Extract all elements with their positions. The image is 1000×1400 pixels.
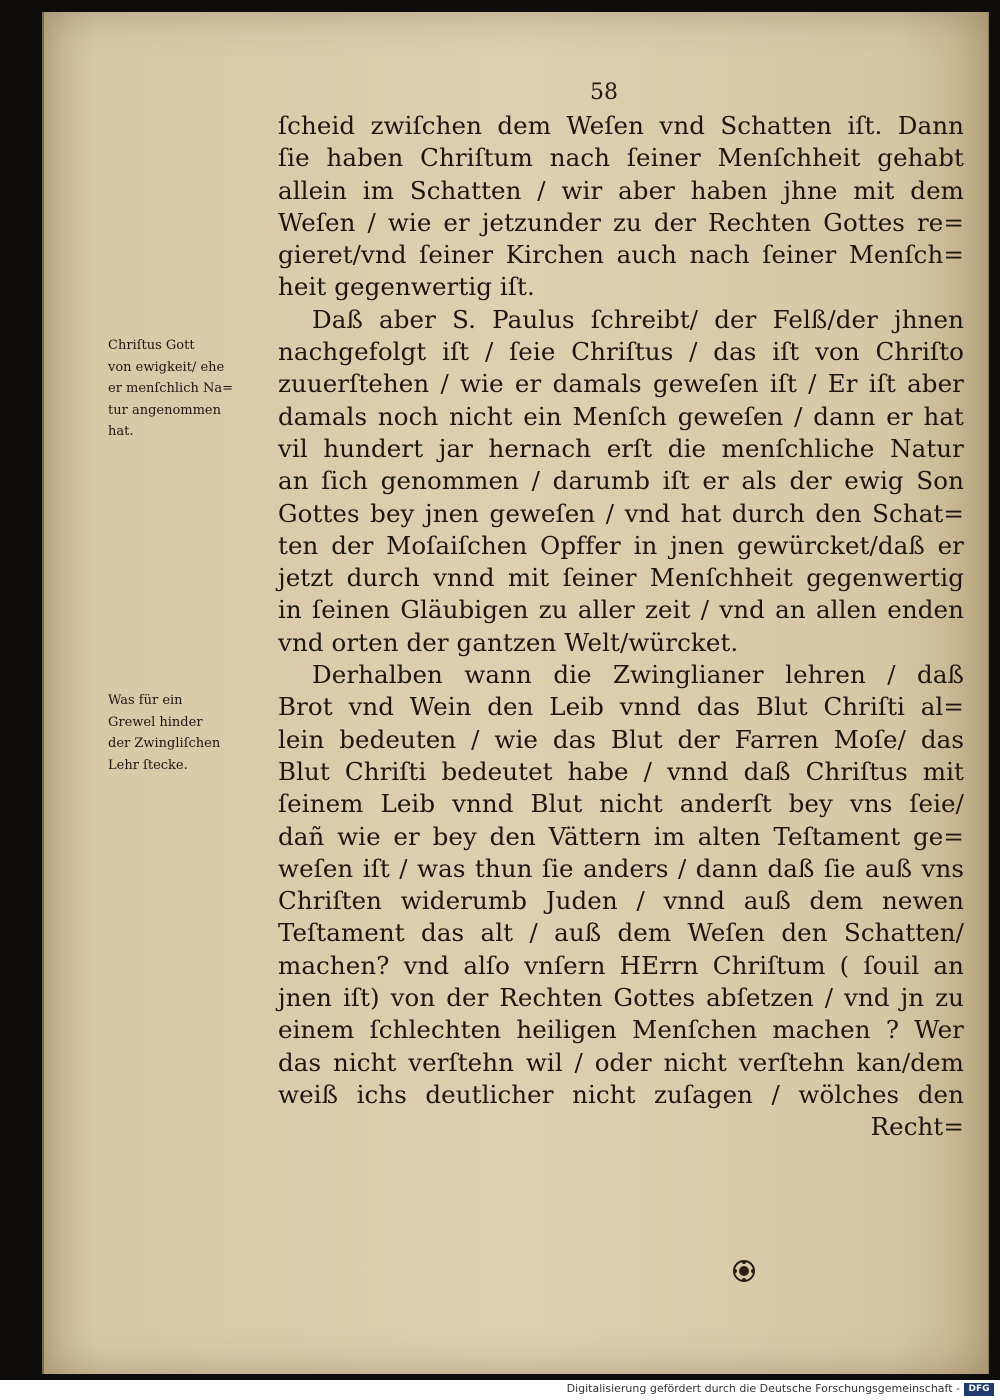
text-line: weiß ichs deutlicher nicht zuſagen / wölches den: [278, 1079, 964, 1109]
text-line: Blut Chriſti bedeutet habe / vnnd daß Chriſtus mit: [278, 756, 964, 786]
text-line: heit gegenwertig iſt.: [278, 272, 535, 302]
text-line: Weſen / wie er jetzunder zu der Rechten Gottes re=: [278, 207, 964, 237]
body-text: [278, 110, 964, 1144]
margin-note-line: hat.: [108, 424, 134, 439]
margin-note-line: der Zwingliſchen: [108, 736, 221, 751]
text-line: Gottes bey jnen geweſen / vnd hat durch den Schat=: [278, 498, 964, 528]
printer-ornament-icon: [731, 1258, 757, 1284]
text-line: in ſeinen Gläubigen zu aller zeit / vnd an allen enden: [278, 595, 964, 625]
text-line: das nicht verſtehn wil / oder nicht verſtehn kan/dem: [278, 1047, 964, 1077]
funding-notice: Digitalisierung gefördert durch die Deutsche Forschungsgemeinschaft -: [566, 1382, 960, 1395]
text-line: zuuerſtehen / wie er damals geweſen iſt / Er iſt aber: [278, 369, 964, 399]
text-line: jnen iſt) von der Rechten Gottes abſetzen / vnd jn zu: [278, 983, 964, 1013]
margin-note-line: er menſchlich Na=: [108, 381, 234, 396]
text-line: ten der Moſaiſchen Opffer in jnen gewürcket/daß er: [278, 530, 964, 560]
catchword: Recht=: [870, 1112, 964, 1142]
margin-note-line: Was für ein: [108, 693, 183, 708]
text-line: ſeinem Leib vnnd Blut nicht anderſt bey vns ſeie/: [278, 789, 964, 819]
text-line: Chriſten widerumb Juden / vnnd auß dem newen: [278, 886, 964, 916]
margin-note-line: tur angenommen: [108, 402, 222, 418]
text-line: lein bedeuten / wie das Blut der Farren Moſe/ das: [278, 724, 964, 754]
text-line: Derhalben wann die Zwinglianer lehren / daß: [312, 660, 964, 690]
page-number: 58: [590, 80, 618, 105]
text-line: machen? vnd alſo vnſern HErrn Chriſtum ( ſouil an: [278, 950, 964, 980]
text-line: Teſtament das alt / auß dem Weſen den Schatten/: [278, 918, 964, 948]
margin-note-line: von ewigkeit/ ehe: [108, 359, 225, 375]
dfg-logo: DFG: [964, 1383, 994, 1396]
text-line: Brot vnd Wein den Leib vnnd das Blut Chriſti al=: [278, 692, 964, 722]
text-line: ſcheid zwiſchen dem Weſen vnd Schatten iſt. Dann: [278, 111, 964, 140]
margin-note-line: Lehr ſtecke.: [108, 757, 188, 773]
text-line: weſen iſt / was thun ſie anders / dann daß ſie auß vns: [278, 853, 964, 883]
text-line: vil hundert jar hernach erſt die menſchliche Natur: [278, 433, 964, 463]
text-line: vnd orten der gantzen Welt/würcket.: [278, 627, 739, 657]
margin-note-line: Grewel hinder: [108, 714, 203, 730]
text-line: Daß aber S. Paulus ſchreibt/ der Felß/der jhnen: [312, 304, 964, 334]
text-line: gieret/vnd ſeiner Kirchen auch nach ſeiner Menſch=: [278, 240, 964, 270]
text-line: damals noch nicht ein Menſch geweſen / dann er hat: [278, 401, 964, 431]
text-line: nachgefolgt iſt / ſeie Chriſtus / das iſt von Chriſto: [278, 337, 964, 367]
text-line: an ſich genommen / darumb iſt er als der ewig Son: [278, 466, 964, 496]
text-line: jetzt durch vnnd mit ſeiner Menſchheit gegenwertig: [278, 563, 964, 593]
text-line: allein im Schatten / wir aber haben jhne mit dem: [278, 175, 964, 205]
text-line: dañ wie er bey den Vättern im alten Teſtament ge=: [278, 821, 964, 851]
margin-note-line: Chriſtus Gott: [108, 338, 195, 353]
margin-note-christ-eternal: [108, 335, 273, 443]
margin-note-zwinglian-doctrine: [108, 690, 273, 776]
footer-bar: [0, 1380, 1000, 1400]
text-line: ſie haben Chriſtum nach ſeiner Menſchheit gehabt: [278, 143, 964, 173]
text-line: einem ſchlechten heiligen Menſchen machen ? Wer: [278, 1015, 964, 1045]
